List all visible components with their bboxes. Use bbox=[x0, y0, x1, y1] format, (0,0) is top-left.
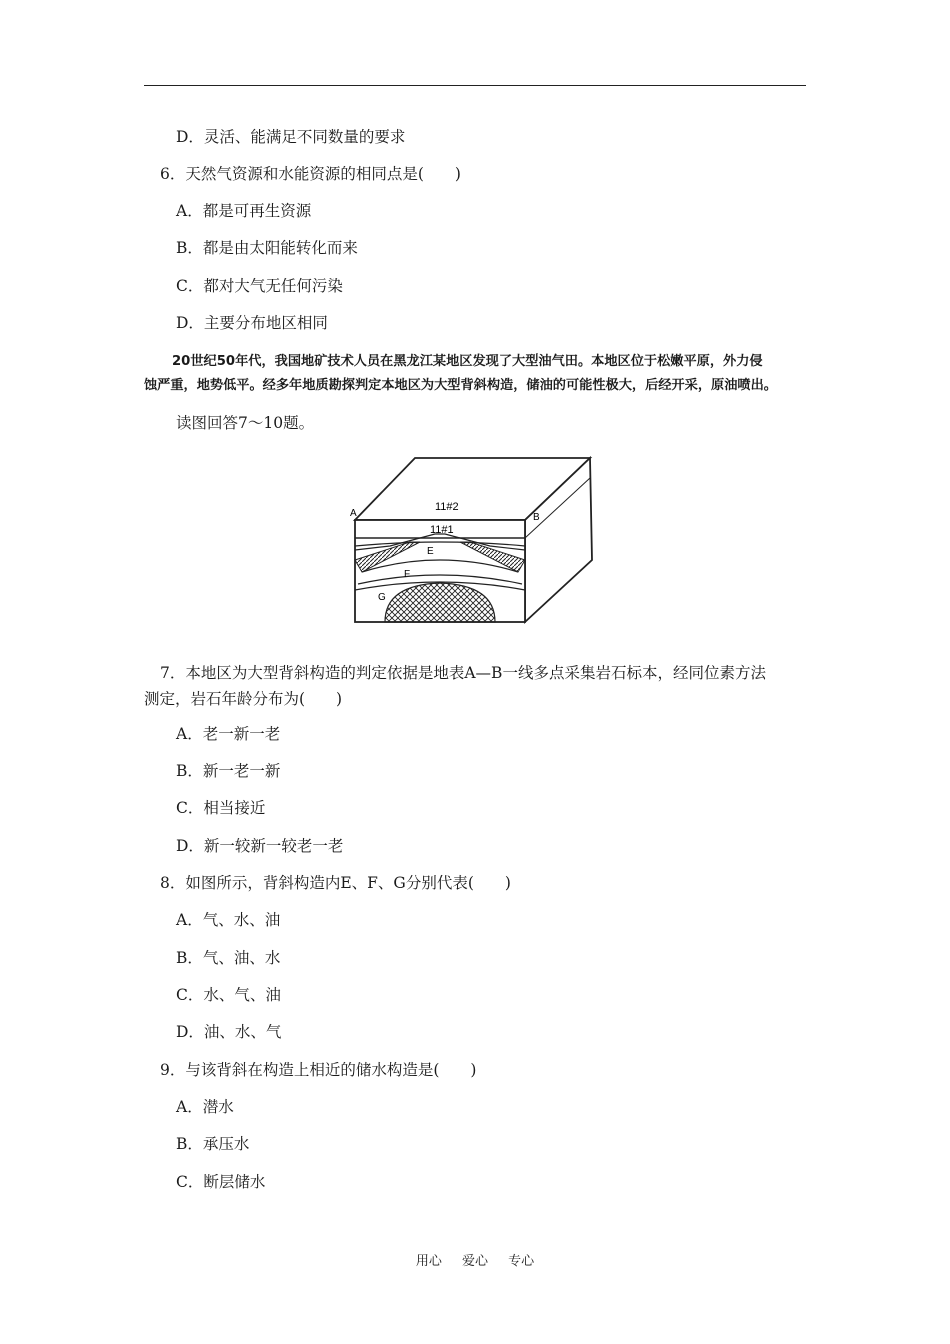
anticline-diagram bbox=[350, 450, 600, 630]
footer-text-2: 爱心 bbox=[461, 1254, 488, 1269]
question-6-option-b: B．都是由太阳能转化而来 bbox=[176, 239, 358, 257]
question-8-option-b: B．气、油、水 bbox=[176, 949, 281, 967]
label-g: G bbox=[378, 592, 386, 603]
footer-text-1: 用心 bbox=[415, 1254, 442, 1269]
question-7-line-2: 测定，岩石年龄分布为( ) bbox=[144, 690, 343, 708]
question-6-option-a: A．都是可再生资源 bbox=[176, 202, 312, 220]
header-rule bbox=[144, 85, 806, 86]
intro-line-2: 蚀严重，地势低平。经多年地质勘探判定本地区为大型背斜构造，储油的可能性极大，后经开采，原油喷出。 bbox=[144, 378, 777, 393]
label-e: E bbox=[427, 546, 434, 557]
question-8-stem: 8．如图所示，背斜构造内E、F、G分别代表( ) bbox=[160, 874, 511, 892]
intro-passage bbox=[144, 350, 806, 398]
question-9-option-c: C．断层储水 bbox=[176, 1173, 266, 1191]
page-footer bbox=[0, 1250, 950, 1269]
label-f: F bbox=[404, 569, 411, 580]
question-8-option-a: A．气、水、油 bbox=[176, 911, 281, 929]
question-9-option-a: A．潜水 bbox=[176, 1098, 234, 1116]
question-7-option-c: C．相当接近 bbox=[176, 799, 266, 817]
question-7-stem bbox=[144, 660, 806, 712]
read-prompt: 读图回答7～10题。 bbox=[176, 414, 315, 432]
question-9-option-b: B．承压水 bbox=[176, 1135, 250, 1153]
label-11-1: 11#1 bbox=[430, 524, 454, 536]
footer-text-3: 专心 bbox=[508, 1254, 535, 1269]
intro-line-1: 20世纪50年代，我国地矿技术人员在黑龙江某地区发现了大型油气田。本地区位于松嫩平原，外力侵 bbox=[172, 354, 763, 369]
question-6-stem: 6．天然气资源和水能资源的相同点是( ) bbox=[160, 165, 461, 183]
question-8-option-c: C．水、气、油 bbox=[176, 986, 281, 1004]
question-7-option-a: A．老一新一老 bbox=[176, 725, 281, 743]
question-9-stem: 9．与该背斜在构造上相近的储水构造是( ) bbox=[160, 1061, 477, 1079]
question-8-option-d: D．油、水、气 bbox=[176, 1023, 282, 1041]
question-6-option-c: C．都对大气无任何污染 bbox=[176, 277, 343, 295]
question-6-option-d: D．主要分布地区相同 bbox=[176, 314, 328, 332]
question-7-line-1: 7．本地区为大型背斜构造的判定依据是地表A—B一线多点采集岩石标本，经同位素方法 bbox=[160, 664, 766, 682]
prev-option-d: D．灵活、能满足不同数量的要求 bbox=[176, 128, 406, 146]
label-11-2: 11#2 bbox=[435, 501, 459, 513]
question-7-option-d: D．新一较新一较老一老 bbox=[176, 837, 344, 855]
label-b: B bbox=[533, 512, 540, 523]
label-a: A bbox=[350, 508, 357, 519]
question-7-option-b: B．新一老一新 bbox=[176, 762, 281, 780]
